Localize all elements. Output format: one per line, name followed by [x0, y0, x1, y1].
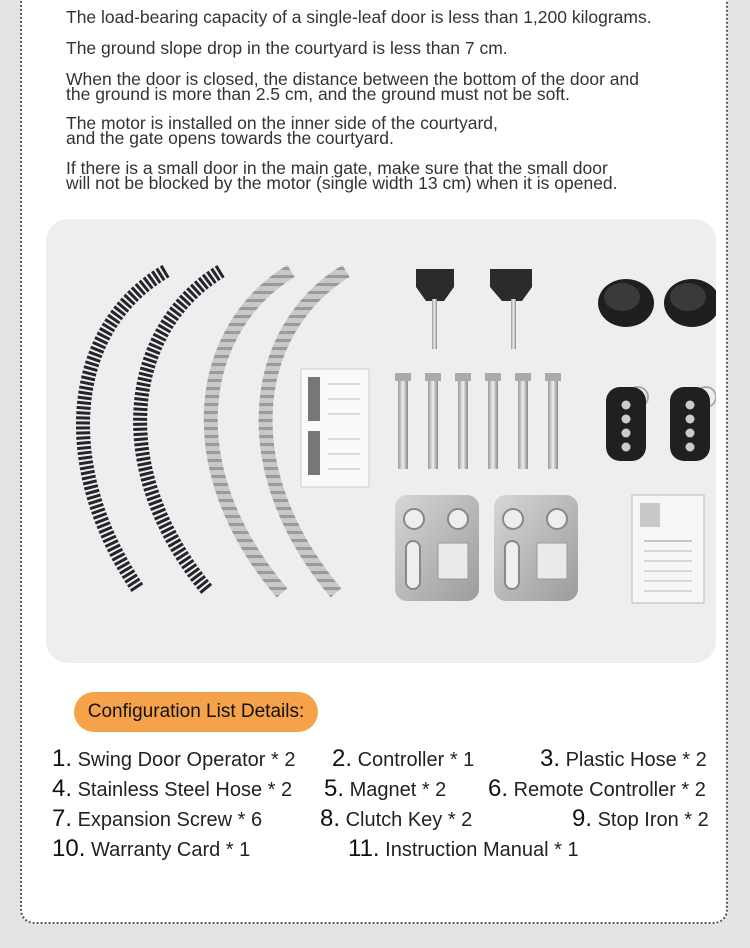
list-item: 3. Plastic Hose * 2 [540, 745, 707, 772]
magnet [664, 279, 716, 327]
list-item: 9. Stop Iron * 2 [572, 805, 709, 832]
requirement-note-4a: The motor is installed on the inner side of the courtyard, [66, 113, 498, 133]
list-item: 2. Controller * 1 [332, 745, 475, 772]
configuration-list-heading: Configuration List Details: [74, 692, 318, 732]
magnet [598, 279, 654, 327]
list-item: 11. Instruction Manual * 1 [348, 835, 579, 862]
requirement-note-2: The ground slope drop in the courtyard is less than 7 cm. [66, 38, 508, 58]
requirement-note-3a: When the door is closed, the distance between the bottom of the door and [66, 69, 640, 89]
requirement-note-3b: the ground is more than 2.5 cm, and the ground must not be soft. [66, 84, 570, 104]
requirement-note-1: The load-bearing capacity of a single-leaf door is less than 1,200 kilograms. [66, 7, 652, 27]
requirement-note-5a: If there is a small door in the main gate, make sure that the small door [66, 158, 608, 178]
list-item: 4. Stainless Steel Hose * 2 [52, 775, 293, 802]
stop-iron [395, 495, 479, 601]
list-item: 7. Expansion Screw * 6 [52, 805, 263, 832]
instruction-manual [632, 495, 704, 603]
warranty-card [301, 369, 369, 487]
remote-controller [606, 387, 648, 461]
list-item: 8. Clutch Key * 2 [320, 805, 473, 832]
content-card [20, 0, 728, 924]
requirement-note-5b: will not be blocked by the motor (single width 13 cm) when it is opened. [66, 173, 618, 193]
remote-controller [670, 387, 716, 461]
list-item: 5. Magnet * 2 [324, 775, 447, 802]
kit-contents-illustration [46, 219, 716, 663]
expansion-screws [395, 373, 561, 469]
plastic-hose [83, 271, 166, 589]
list-item: 6. Remote Controller * 2 [488, 775, 706, 802]
stop-iron [494, 495, 578, 601]
stainless-steel-hose [211, 271, 291, 593]
clutch-key [416, 269, 454, 349]
clutch-key [490, 269, 532, 349]
list-item: 10. Warranty Card * 1 [52, 835, 251, 862]
requirement-note-4b: and the gate opens towards the courtyard. [66, 128, 394, 148]
list-item: 1. Swing Door Operator * 2 [52, 745, 296, 772]
product-contents-photo [46, 219, 716, 663]
